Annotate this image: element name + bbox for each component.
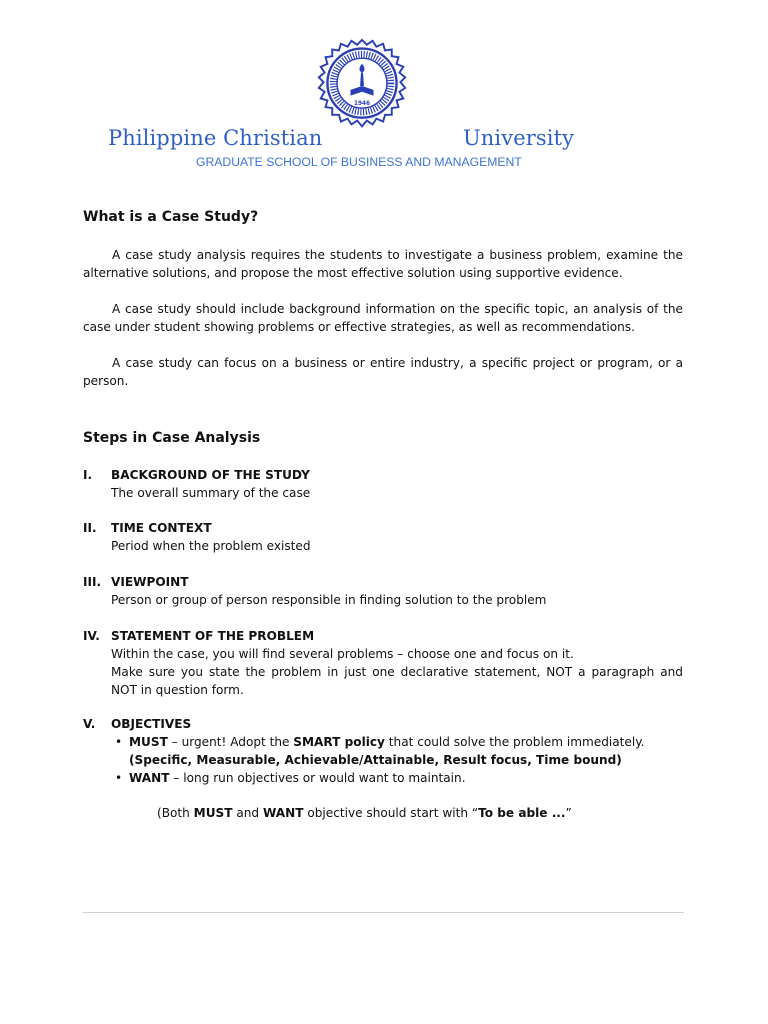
footer-divider [83, 912, 684, 913]
step-item [83, 573, 683, 609]
objective-note [157, 806, 572, 820]
university-seal-logo [314, 38, 410, 134]
step-text: Period when the problem existed [111, 539, 311, 553]
list-item [111, 769, 683, 787]
step-number: II. [83, 521, 97, 535]
note-phrase: To be able ... [478, 806, 566, 820]
note-must: MUST [193, 806, 233, 820]
note-text: and [232, 806, 263, 820]
note-text: ” [565, 806, 572, 820]
list-item [111, 733, 683, 769]
note-text: (Both [157, 806, 194, 820]
step-number: IV. [83, 629, 100, 643]
step-number: III. [83, 575, 102, 589]
section-heading-steps: Steps in Case Analysis [83, 430, 261, 446]
step-number: V. [83, 717, 96, 731]
section-heading-case-study: What is a Case Study? [83, 209, 259, 225]
step-text: The overall summary of the case [111, 486, 311, 500]
step-title: VIEWPOINT [111, 575, 189, 589]
step-title: TIME CONTEXT [111, 521, 212, 535]
university-name-right: University [463, 126, 575, 150]
step-title: STATEMENT OF THE PROBLEM [111, 629, 315, 643]
must-text-end: that could solve the problem immediately. [384, 735, 645, 749]
step-item [83, 466, 683, 502]
smart-label: SMART policy [293, 735, 385, 749]
step-text: Person or group of person responsible in finding solution to the problem [111, 593, 547, 607]
bullet-icon: • [115, 735, 123, 749]
step-title: BACKGROUND OF THE STUDY [111, 468, 310, 482]
step-item [83, 715, 683, 787]
step-number: I. [83, 468, 93, 482]
bullet-icon: • [115, 771, 123, 785]
paragraph-2: A case study should include background information on the specific topic, an analysis of the case under student showing problems or effective strategies, as well as recommendations. [83, 302, 683, 334]
graduate-school-name: GRADUATE SCHOOL OF BUSINESS AND MANAGEMENT [196, 155, 522, 169]
note-want: WANT [262, 806, 304, 820]
paragraph-1: A case study analysis requires the students to investigate a business problem, examine the alternative solutions, and propose the most effective solution using supportive evidence. [83, 248, 683, 280]
objectives-list [111, 733, 683, 787]
step-title: OBJECTIVES [111, 717, 192, 731]
want-label: WANT [129, 771, 170, 785]
step-item [83, 627, 683, 699]
step-text: Make sure you state the problem in just one declarative statement, NOT a paragraph and NOT in question form. [111, 665, 683, 697]
university-name-left: Philippine Christian [108, 126, 323, 150]
paragraph-3: A case study can focus on a business or entire industry, a specific project or program, or a person. [83, 356, 683, 388]
note-text: objective should start with “ [303, 806, 479, 820]
step-text: Within the case, you will find several problems – choose one and focus on it. [111, 647, 574, 661]
seal-year: 1946 [353, 101, 371, 108]
want-text: – long run objectives or would want to maintain. [169, 771, 466, 785]
must-text: – urgent! Adopt the [167, 735, 294, 749]
smart-detail: (Specific, Measurable, Achievable/Attainable, Result focus, Time bound) [129, 753, 622, 767]
step-item [83, 519, 683, 555]
must-label: MUST [129, 735, 168, 749]
